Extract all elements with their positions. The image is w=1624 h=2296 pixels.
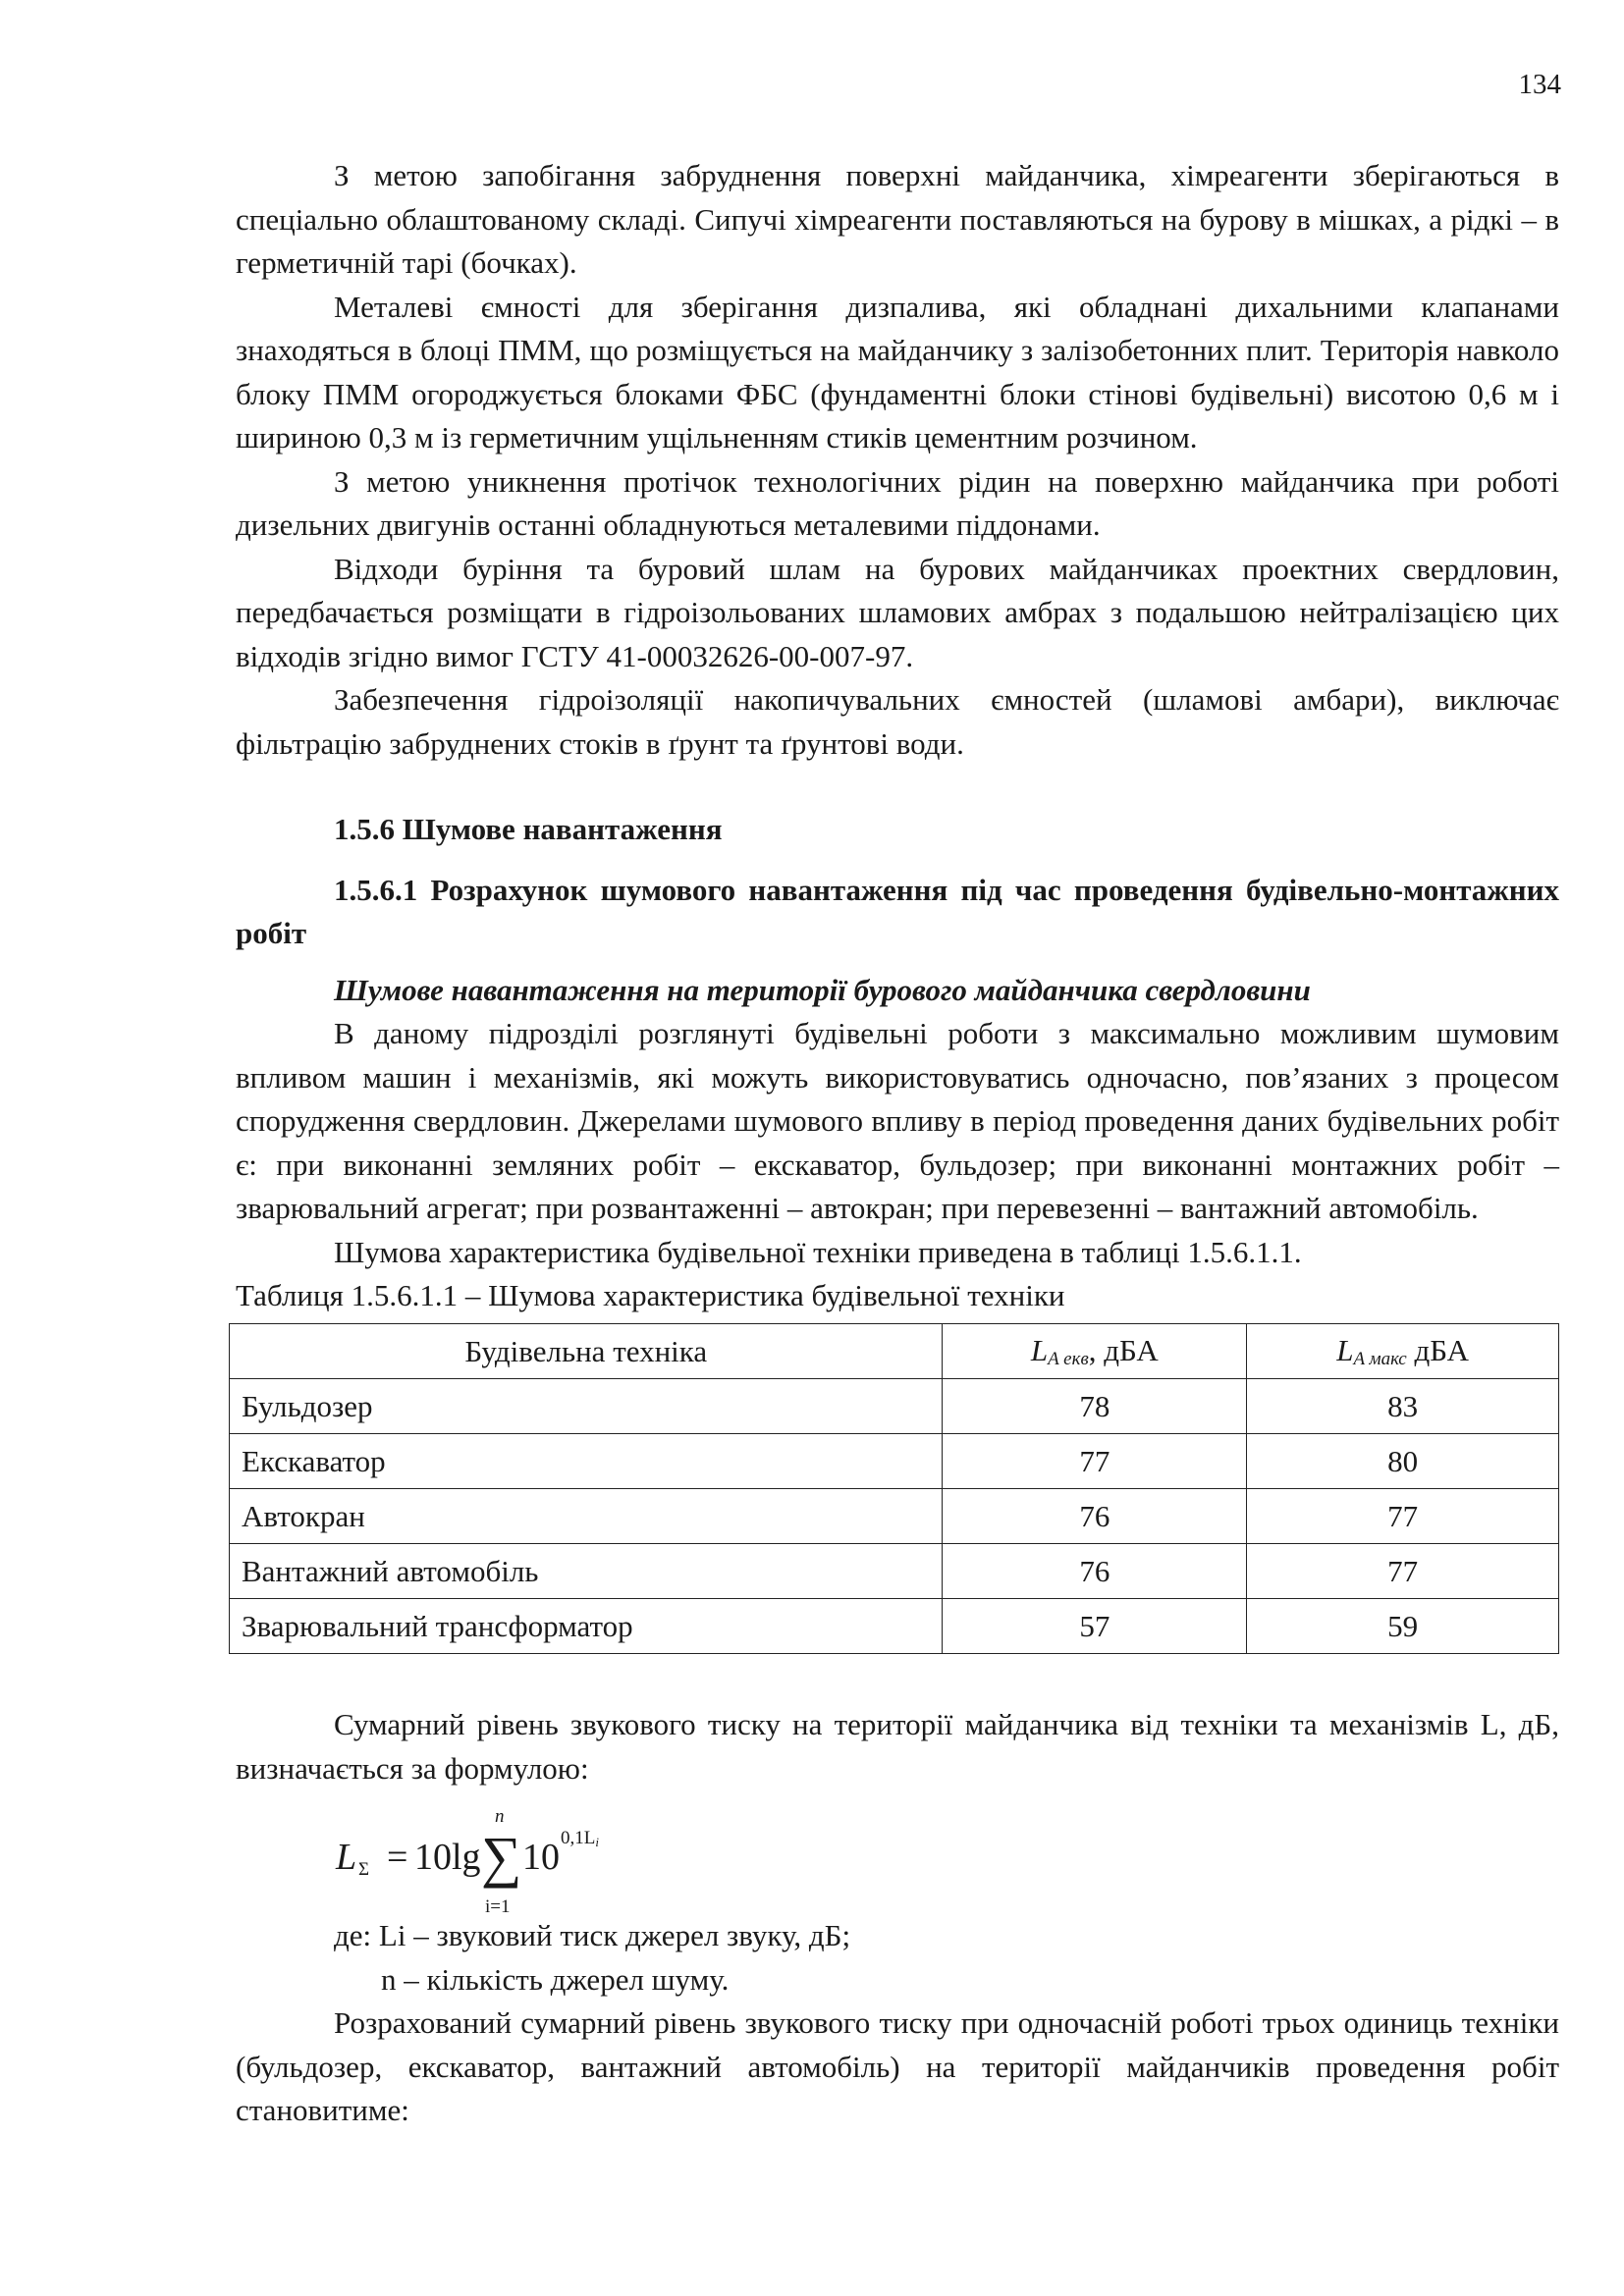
cell-laeq: 76 <box>943 1489 1247 1544</box>
header-lamax-subscript: A макс <box>1353 1348 1407 1369</box>
table-row <box>230 1544 1559 1599</box>
section-heading: 1.5.6 Шумове навантаження <box>334 812 723 846</box>
formula-sum-lower: i=1 <box>485 1896 511 1917</box>
table-header-row <box>230 1324 1559 1379</box>
table-row <box>230 1489 1559 1544</box>
formula-exponent <box>561 1828 599 1850</box>
header-laeq-subscript: A екв <box>1048 1348 1089 1369</box>
sound-level-formula <box>336 1798 1559 1917</box>
subsection-heading: 1.5.6.1 Розрахунок шумового навантаження під час проведення будівельно-монтажних робіт <box>236 873 1559 950</box>
header-laeq <box>943 1324 1247 1379</box>
cell-equipment: Бульдозер <box>230 1379 943 1434</box>
noise-table <box>229 1323 1559 1654</box>
paragraph: Розрахований сумарний рівень звукового тиску при одночасній роботі трьох одиниць техніки (бульдозер, екскаватор, вантажний автомобіль) на території майданчиків проведення робіт становитиме: <box>236 2005 1559 2127</box>
header-lamax-symbol: L <box>1336 1332 1354 1367</box>
table-row <box>230 1434 1559 1489</box>
header-lamax-unit: дБА <box>1406 1332 1470 1367</box>
formula-exponent-sub: i <box>595 1835 599 1849</box>
paragraph: Сумарний рівень звукового тиску на території майданчика від техніки та механізмів L, дБ, визначається за формулою: <box>236 1707 1559 1786</box>
formula-base: 10 <box>522 1837 560 1878</box>
cell-lamax: 80 <box>1247 1434 1559 1489</box>
paragraph: З метою запобігання забруднення поверхні майданчика, хімреагенти зберігаються в спеціально облаштованому складі. Сипучі хімреагенти поставляються на бурову в мішках, а рідкі – в герметичній тарі (бочках). <box>236 158 1559 280</box>
cell-lamax: 83 <box>1247 1379 1559 1434</box>
cell-equipment: Автокран <box>230 1489 943 1544</box>
formula-sum-sign: ∑ <box>481 1825 522 1889</box>
cell-lamax: 59 <box>1247 1599 1559 1654</box>
formula-exponent-main: 0,1L <box>561 1828 596 1848</box>
table-row <box>230 1599 1559 1654</box>
cell-equipment: Вантажний автомобіль <box>230 1544 943 1599</box>
formula-sum-upper: n <box>495 1806 505 1827</box>
subsubsection-heading: Шумове навантаження на території бурового майданчика свердловини <box>334 973 1311 1007</box>
formula-10lg: 10lg <box>414 1837 481 1878</box>
paragraph: В даному підрозділі розглянуті будівельні роботи з максимально можливим шумовим впливом машин і механізмів, які можуть використовуватись одночасно, пов’язаних з процесом спорудження свердловин. Джерелами шумового впливу в період проведення даних будівельних робіт є: при виконанні земляних робіт – екскаватор, бульдозер; при виконанні монтажних робіт – зварювальний агрегат; при розвантаженні – автокран; при перевезенні – вантажний автомобіль. <box>236 1016 1559 1225</box>
table-caption: Таблиця 1.5.6.1.1 – Шумова характеристика будівельної техніки <box>236 1278 1065 1312</box>
cell-laeq: 78 <box>943 1379 1247 1434</box>
cell-laeq: 77 <box>943 1434 1247 1489</box>
header-equipment: Будівельна техніка <box>230 1324 943 1379</box>
page-number: 134 <box>1518 69 1561 100</box>
paragraph: Відходи буріння та буровий шлам на бурових майданчиках проектних свердловин, передбачається розміщати в гідроізольованих шламових амбрах з подальшою нейтралізацією цих відходів згідно вимог ГСТУ 41-00032626-00-007-97. <box>236 551 1559 673</box>
definition-n: n – кількість джерел шуму. <box>381 1961 730 1997</box>
page-body <box>236 154 1559 2133</box>
header-laeq-unit: , дБА <box>1088 1332 1159 1367</box>
cell-lamax: 77 <box>1247 1489 1559 1544</box>
formula-definitions <box>334 1914 1559 2002</box>
formula-L: L <box>336 1837 357 1878</box>
paragraph: З метою уникнення протічок технологічних рідин на поверхню майданчика при роботі дизельних двигунів останні обладнуються металевими піддонами. <box>236 463 1559 542</box>
header-lamax <box>1247 1324 1559 1379</box>
definition-li: де: Li – звуковий тиск джерел звуку, дБ; <box>334 1918 851 1952</box>
paragraph: Шумова характеристика будівельної техніки приведена в таблиці 1.5.6.1.1. <box>334 1234 1302 1269</box>
header-laeq-symbol: L <box>1030 1332 1049 1367</box>
paragraph: Металеві ємності для зберігання дизпалива, які обладнані дихальними клапанами знаходяться в блоці ПММ, що розміщується на майданчику з залізобетонних плит. Територія навколо блоку ПММ огороджується блоками ФБС (фундаментні блоки стінові будівельні) висотою 0,6 м і шириною 0,3 м із герметичним ущільненням стиків цементним розчином. <box>236 289 1559 454</box>
cell-equipment: Зварювальний трансформатор <box>230 1599 943 1654</box>
cell-equipment: Екскаватор <box>230 1434 943 1489</box>
table-row <box>230 1379 1559 1434</box>
cell-lamax: 77 <box>1247 1544 1559 1599</box>
cell-laeq: 57 <box>943 1599 1247 1654</box>
cell-laeq: 76 <box>943 1544 1247 1599</box>
formula-equals: = <box>387 1837 408 1878</box>
paragraph: Забезпечення гідроізоляції накопичувальних ємностей (шламові амбари), виключає фільтрацію забруднених стоків в ґрунт та ґрунтові води. <box>236 682 1559 761</box>
formula-L-subscript: Σ <box>358 1859 370 1880</box>
